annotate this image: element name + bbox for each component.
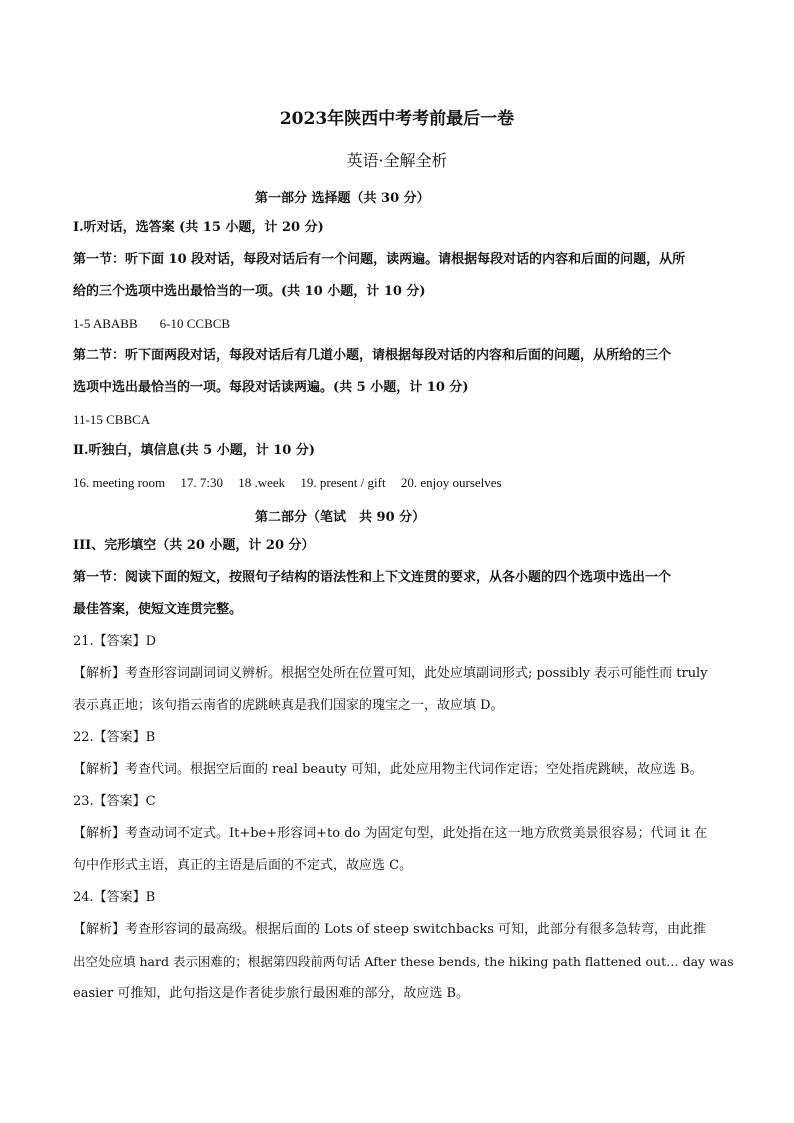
item-21-explanation-line1: 【解析】考查形容词副词词义辨析。根据空处所在位置可知，此处应填副词形式; possibly 表示可能性而 truly <box>73 666 708 681</box>
answer-18: 18 .week <box>238 475 286 490</box>
section2-title: Ⅱ.听独白，填信息(共 5 小题，计 10 分) <box>73 443 316 458</box>
section1-instruction-line1: 第一节：听下面 10 段对话，每段对话后有一个问题，读两遍。请根据每段对话的内容和后面的问题，从所 <box>73 252 686 267</box>
item-21-answer: 21.【答案】D <box>73 634 157 649</box>
section3-instruction-line2: 最佳答案，使短文连贯完整。 <box>73 602 243 617</box>
item-22-answer: 22.【答案】B <box>73 730 156 745</box>
answer-16: 16. meeting room <box>73 475 166 490</box>
item-24-explanation-line3: easier 可推知，此句指这是作者徒步旅行最困难的部分，故应选 B。 <box>73 986 469 1001</box>
item-24-answer: 24.【答案】B <box>73 890 156 905</box>
section2-answers <box>73 475 502 491</box>
part1-heading: 第一部分 选择题（共 30 分） <box>255 191 430 206</box>
answer-19: 19. present / gift <box>300 475 386 490</box>
item-21-explanation-line2: 表示真正地；该句指云南省的虎跳峡真是我们国家的瑰宝之一，故应填 D。 <box>73 698 504 713</box>
section1-part2-instruction-line1: 第二节：听下面两段对话，每段对话后有几道小题，请根据每段对话的内容和后面的问题，从所给的三个 <box>73 348 672 363</box>
item-24-explanation-line2: 出空处应填 hard 表示困难的；根据第四段前两句话 After these bends, the hiking path flattened out… day was <box>73 954 734 969</box>
answer-group-11-15: 11-15 CBBCA <box>73 412 151 427</box>
answer-group-6-10: 6-10 CCBCB <box>159 316 231 331</box>
section3-instruction-line1: 第一节：阅读下面的短文，按照句子结构的语法性和上下文连贯的要求，从各小题的四个选项中选出一个 <box>73 570 672 585</box>
document-subtitle: 英语·全解全析 <box>346 151 448 170</box>
item-23-explanation-line1: 【解析】考查动词不定式。It+be+形容词+to do 为固定句型，此处指在这一地方欣赏美景很容易；代词 it 在 <box>73 826 708 841</box>
item-24-explanation-line1: 【解析】考查形容词的最高级。根据后面的 Lots of steep switchbacks 可知，此部分有很多急转弯，由此推 <box>73 922 706 937</box>
section1-title: Ⅰ.听对话，选答案 (共 15 小题，计 20 分) <box>73 220 324 235</box>
answer-17: 17. 7:30 <box>180 475 223 490</box>
answer-20: 20. enjoy ourselves <box>400 475 502 490</box>
section1-instruction-line2: 给的三个选项中选出最恰当的一项。(共 10 小题，计 10 分) <box>73 284 426 299</box>
section3-title: III、完形填空（共 20 小题，计 20 分） <box>73 538 315 553</box>
part2-heading: 第二部分（笔试 共 90 分） <box>255 510 426 525</box>
answer-group-1-5: 1-5 ABABB <box>73 316 138 331</box>
document-title: 2023年陕西中考考前最后一卷 <box>279 109 515 129</box>
item-22-explanation-line1: 【解析】考查代词。根据空后面的 real beauty 可知，此处应用物主代词作定语；空处指虎跳峡，故应选 B。 <box>73 762 703 777</box>
section1-answers-1 <box>73 316 230 332</box>
item-23-answer: 23.【答案】C <box>73 794 156 809</box>
section1-part2-instruction-line2: 选项中选出最恰当的一项。每段对话读两遍。(共 5 小题，计 10 分) <box>73 380 469 395</box>
item-23-explanation-line2: 句中作形式主语，真正的主语是后面的不定式，故应选 C。 <box>73 858 413 873</box>
